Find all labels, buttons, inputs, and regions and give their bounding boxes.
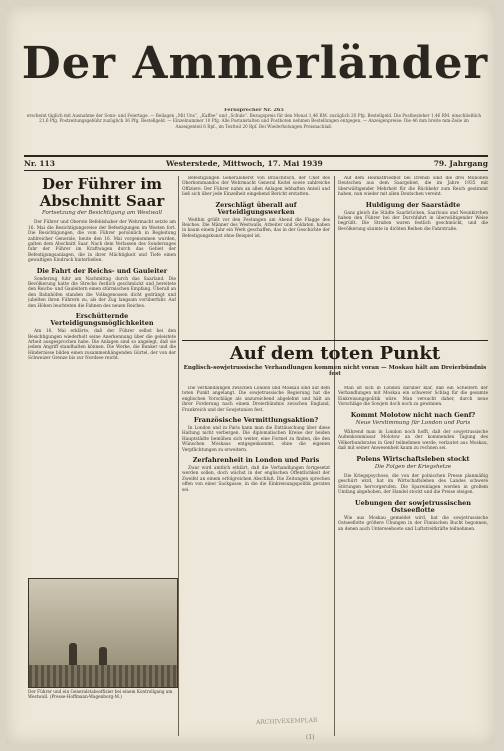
column-right-upper bbox=[338, 176, 488, 336]
article-text: Ganz gleich die Städte Saarbrücken, Saarlouis und Neunkirchen haben den Führer bei der Durchfahrt in überwältigender Weise begrüßt. Die Straßen waren festlich geschmückt, und die Bevölkerung säumte in dichten Reihen die Fahrstraße. bbox=[338, 210, 488, 232]
photo-caption: Der Führer und ein Generalstabsoffizier bei einem Kontrollgang am Westwall. (Presse-Hoffmann-Wagenborg-M.) bbox=[28, 689, 173, 699]
article-text: Man ist sich in London darüber klar, daß ein Scheitern der Verhandlungen mit Moskau ein schwerer Schlag für die gesamte Einkreisungspolitik wäre. Man versucht daher, durch neue Vorschläge die Sowjets doch noch zu gewinnen. bbox=[338, 386, 488, 408]
article-text: Zwar wird amtlich erklärt, daß die Verhandlungen fortgesetzt werden sollen, doch wächst in der englischen Öffentlichkeit der Zweifel an einem erfolgreichen Abschluß. Die Zeitungen sprechen offen von einer Sackgasse, in die die Einkreisungspolitik geraten sei. bbox=[182, 466, 330, 493]
column-left bbox=[28, 176, 176, 574]
article-text: Auf dem Heimatfriedhof bei Drensb sind die drei Millionen Deutschen aus dem Saargebiet, die im Jahre 1935 mit überwältigender Mehrheit für die Rückkehr zum Reich gestimmt haben, nun wieder mit allen Deutschen vereint. bbox=[338, 176, 488, 198]
section-heading: Huldigung der Saarstädte bbox=[365, 200, 461, 209]
article-text: Wie aus Moskau gemeldet wird, hat die sowjetrussische Ostseeflotte größere Übungen in der Finnischen Bucht begonnen, an denen auch Unterseeboote und Luftstreitkräfte teilnehmen. bbox=[338, 515, 488, 532]
article-text: Der Führer und Oberste Befehlshaber der Wehrmacht setzte am 16. Mai die Besichtigungsreise der Befestigungen im Westen fort. Die Besichtigungen, die vom Führer persönlich in Begleitung zahlreicher Generale, heute den 16. Mai vorgenommen wurden, galten dem Abschnitt Saar. Nach dem Verlassen des Sonderzuges fuhr der Führer im Kraftwagen durch das Gebiet der Befestigungsanlagen, die in ihrer Mächtigkeit und Tiefe einen gewaltigen Eindruck hinterließen. bbox=[28, 220, 176, 264]
column-rule bbox=[334, 176, 335, 736]
divider bbox=[24, 155, 488, 157]
article-text: In London und in Paris kann man die Enttäuschung über diese Haltung nicht verbergen. Die diplomatischen Kreise der beiden Hauptstädte bemühen sich weiter, eine Formel zu finden, die den Wünschen Moskaus entgegenkommt, ohne die eigenen Verpflichtungen zu erweitern. bbox=[182, 426, 330, 453]
divider bbox=[182, 340, 488, 341]
section-heading: Uebungen der sowjetrussischen Ostseeflotte bbox=[354, 498, 472, 514]
section-heading: Erschütternde Verteidigungsmöglichkeiten bbox=[50, 312, 154, 328]
article-subhead: Fortsetzung der Besichtigung am Westwall bbox=[42, 210, 162, 216]
article-headline: Der Führer im Abschnitt Saar bbox=[39, 176, 165, 210]
section-heading: Die Fahrt der Reichs- und Gauleiter bbox=[36, 266, 168, 275]
article-text: Die Verhandlungen zwischen London und Moskau sind auf dem toten Punkt angelangt. Die sowjetrussische Regierung hat die englischen Vorschläge als unzureichend abgelehnt und hält an ihrer Forderung nach einem Dreierbündnis zwischen England, Frankreich und der Sowjetunion fest. bbox=[182, 386, 330, 413]
main-subhead: Englisch-sowjetrussische Verhandlungen kommen nicht voran — Moskau hält am Dreierbündnis fest bbox=[183, 365, 487, 377]
masthead-info bbox=[26, 108, 482, 150]
column-middle-upper bbox=[182, 176, 330, 336]
subscription-info: erscheint täglich mit Ausnahme der Sonn- und Feiertage. — Beilagen „Mit Uns“, „Kaffee“ und „Schule“. Bezugspreis für den Monat 1,46 RM. zuzüglich 20 Pfg. Bestellgeld. Die Postbezieher 1,46 RM. einschließlich 21,6 Pfg. Postzeitungsgebühr zuzüglich 36 Pfg. Bestellgeld. — Einzelnummer 10 Pfg. Alle Postanstalten und Postboten nehmen Bestellungen entgegen. — Anzeigenpreise: Die 46 mm breite mm-Zeile im Anzeigenteil 6 Rpf., im Textteil 20 Rpf. Bei Wiederholungen Preisnachlaß. bbox=[26, 113, 482, 129]
masthead-title: Der Ammerländer bbox=[21, 38, 489, 89]
article-text: Während man in London noch hofft, daß der sowjetrussische Außenkommissar Molotow an der kommenden Tagung des Völkerbundsrates in Genf teilnehmen werde, verlautet aus Moskau, daß mit seiner Anwesenheit kaum zu rechnen sei. bbox=[338, 430, 488, 452]
article-text: Am 16. Mai erklärte, daß der Führer selbst bei den Besichtigungen wiederholt seine Anerkennung über die geleistete Arbeit ausgesprochen habe. Die Anlagen sind so angelegt, daß sie jedem Angriff standhalten können. Die Werke, die Bunker und die Hindernisse bilden einen zusammenhängenden Gürtel, der von der Schweizer Grenze bis zur Nordsee reicht. bbox=[28, 329, 176, 362]
issue-number: Nr. 113 bbox=[24, 159, 55, 168]
column-rule bbox=[178, 176, 179, 736]
column-middle-lower bbox=[182, 386, 330, 736]
newspaper-page bbox=[6, 6, 494, 744]
page-mark: (1) bbox=[306, 734, 315, 741]
phone-number: Fernsprecher Nr. 265 bbox=[224, 108, 284, 113]
article-text: Sonderzug fuhr am Nachmittag durch das Saarland. Die Bevölkerung hatte die Strecke festlich geschmückt und bereitete den Reichs- und Gauleitern einen stürmischen Empfang. Überall an den Bahnhöfen standen die Volksgenossen dicht gedrängt und jubelten ihren Führern zu, als der Zug langsam vorüberfuhr. Auf den Höhen leuchteten die Fahnen des neuen Reiches. bbox=[28, 276, 176, 309]
section-heading: Kommt Molotow nicht nach Genf? bbox=[350, 410, 476, 419]
article-text: Weithin grüßt vor den Festungen am Abend die Flagge des Reiches. Die Männer des Westwalls, Arbeiter und Soldaten, haben in kaum einem Jahr ein Werk geschaffen, das in der Geschichte der Befestigungskunst ohne Beispiel ist. bbox=[182, 217, 330, 239]
main-headline: Auf dem toten Punkt bbox=[229, 343, 441, 364]
section-heading: Polens Wirtschaftsleben stockt bbox=[356, 454, 470, 463]
section-subheading: Neue Verstimmung für London und Paris bbox=[355, 419, 471, 426]
article-text: Die Kriegspsychose, die von der polnischen Presse planmäßig geschürt wird, hat im Wirtschaftsleben des Landes schwere Störungen hervorgerufen. Die Spareinlagen werden in großem Umfang abgehoben, der Handel stockt und die Preise steigen. bbox=[338, 474, 488, 496]
divider bbox=[24, 170, 488, 171]
section-subheading: Die Folgen der Kriegshetze bbox=[374, 463, 452, 470]
dateline bbox=[24, 159, 488, 168]
place-date: Westerstede, Mittwoch, 17. Mai 1939 bbox=[166, 159, 323, 168]
section-heading: Zerfahrenheit in London und Paris bbox=[192, 456, 320, 465]
section-heading: Zerschlägt überall auf Verteidigungswerken bbox=[215, 200, 297, 216]
volume-year: 79. Jahrgang bbox=[433, 159, 488, 168]
column-right-lower bbox=[338, 386, 488, 736]
section-heading: Französische Vermittlungsaktion? bbox=[193, 416, 319, 425]
archive-stamp: ARCHIVEXEMPLAR bbox=[255, 716, 318, 727]
news-photo bbox=[28, 578, 178, 688]
article-text: Befestigungen Generaloberst von Brauchitsch, der Chef des Oberkommandos der Wehrmacht General Keitel sowie zahlreiche Offiziere. Der Führer nahm an allen Anlagen lebhaften Anteil und ließ sich über jede Einzelheit eingehend Bericht erstatten. bbox=[182, 176, 330, 198]
main-story-header bbox=[182, 344, 488, 381]
photo-crowd bbox=[29, 665, 177, 687]
